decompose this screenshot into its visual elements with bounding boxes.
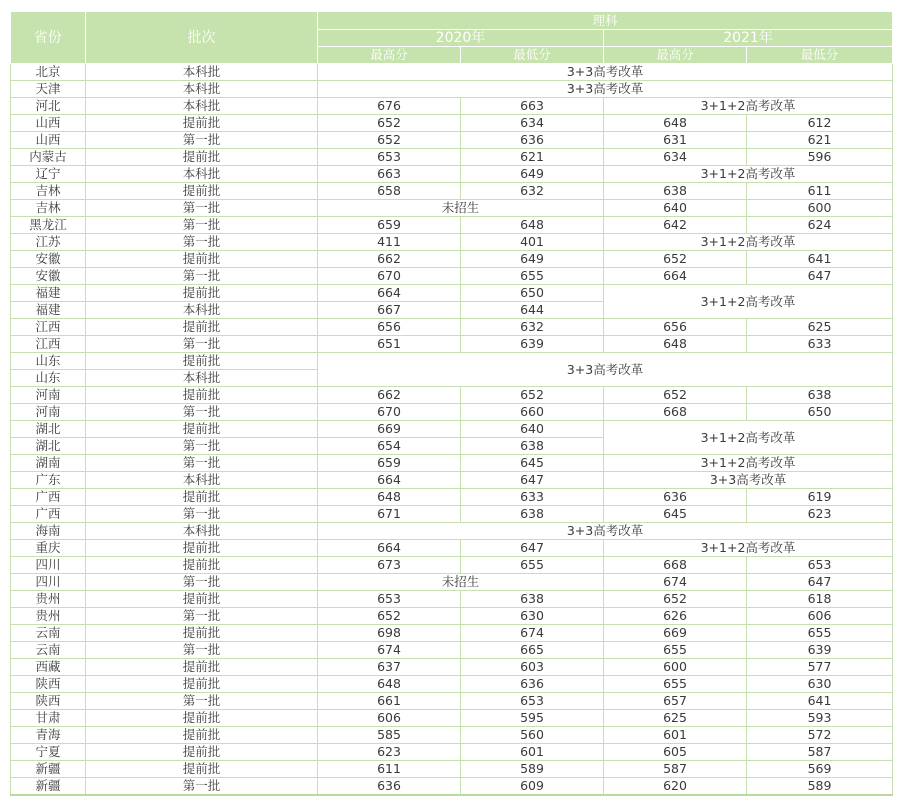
- max-2020-cell: 606: [318, 710, 461, 727]
- max-2020-cell: 664: [318, 540, 461, 557]
- table-row: [11, 727, 893, 744]
- min-2020-cell: 660: [461, 404, 604, 421]
- table-row: [11, 778, 893, 796]
- max-2021-cell: 669: [604, 625, 747, 642]
- province-cell: 海南: [11, 523, 86, 540]
- min-2021-cell: 569: [747, 761, 893, 778]
- min-2021-cell: 572: [747, 727, 893, 744]
- province-cell: 湖北: [11, 438, 86, 455]
- min-2020-cell: 632: [461, 183, 604, 200]
- min-2021-cell: 647: [747, 268, 893, 285]
- batch-cell: 提前批: [86, 353, 318, 370]
- min-2021-cell: 587: [747, 744, 893, 761]
- province-cell: 福建: [11, 285, 86, 302]
- province-cell: 黑龙江: [11, 217, 86, 234]
- max-2020-cell: 676: [318, 98, 461, 115]
- min-2021-cell: 612: [747, 115, 893, 132]
- min-2021-cell: 624: [747, 217, 893, 234]
- max-2021-cell: 655: [604, 642, 747, 659]
- min-2020-cell: 640: [461, 421, 604, 438]
- batch-cell: 本科批: [86, 370, 318, 387]
- province-cell: 吉林: [11, 183, 86, 200]
- province-cell: 广东: [11, 472, 86, 489]
- max-2021-cell: 620: [604, 778, 747, 796]
- table-row: [11, 744, 893, 761]
- province-cell: 安徽: [11, 268, 86, 285]
- table-row: [11, 319, 893, 336]
- reform-note-2021-cell: 3+1+2高考改革: [604, 234, 893, 251]
- max-2021-cell: 652: [604, 591, 747, 608]
- table-header: [11, 12, 893, 64]
- min-2020-cell: 638: [461, 591, 604, 608]
- table-row: [11, 472, 893, 489]
- province-cell: 湖南: [11, 455, 86, 472]
- max-2020-cell: 611: [318, 761, 461, 778]
- max-2020-cell: 652: [318, 608, 461, 625]
- table-row: [11, 506, 893, 523]
- batch-cell: 提前批: [86, 251, 318, 268]
- min-2021-cell: 606: [747, 608, 893, 625]
- province-cell: 天津: [11, 81, 86, 98]
- province-cell: 山东: [11, 353, 86, 370]
- batch-cell: 提前批: [86, 421, 318, 438]
- max-2021-cell: 631: [604, 132, 747, 149]
- header-province: 省份: [11, 12, 86, 64]
- province-cell: 广西: [11, 489, 86, 506]
- min-2020-cell: 560: [461, 727, 604, 744]
- min-2020-cell: 609: [461, 778, 604, 796]
- reform-note-cell: 3+3高考改革: [318, 64, 893, 81]
- province-cell: 北京: [11, 64, 86, 81]
- max-2021-cell: 587: [604, 761, 747, 778]
- batch-cell: 提前批: [86, 710, 318, 727]
- table-row: [11, 353, 893, 370]
- province-cell: 陕西: [11, 676, 86, 693]
- batch-cell: 第一批: [86, 200, 318, 217]
- province-cell: 内蒙古: [11, 149, 86, 166]
- batch-cell: 提前批: [86, 387, 318, 404]
- province-cell: 福建: [11, 302, 86, 319]
- max-2020-cell: 411: [318, 234, 461, 251]
- reform-note-2021-cell: 3+1+2高考改革: [604, 540, 893, 557]
- table-row: [11, 166, 893, 183]
- table-row: [11, 693, 893, 710]
- province-cell: 安徽: [11, 251, 86, 268]
- batch-cell: 提前批: [86, 744, 318, 761]
- max-2021-cell: 648: [604, 115, 747, 132]
- min-2020-cell: 630: [461, 608, 604, 625]
- table-row: [11, 625, 893, 642]
- min-2020-cell: 644: [461, 302, 604, 319]
- min-2020-cell: 601: [461, 744, 604, 761]
- min-2021-cell: 619: [747, 489, 893, 506]
- header-subject: 理科: [318, 12, 893, 30]
- min-2020-cell: 647: [461, 540, 604, 557]
- min-2020-cell: 655: [461, 268, 604, 285]
- min-2020-cell: 638: [461, 438, 604, 455]
- header-year-2021: 2021年: [604, 30, 893, 47]
- max-2021-cell: 642: [604, 217, 747, 234]
- province-cell: 四川: [11, 557, 86, 574]
- max-2021-cell: 668: [604, 557, 747, 574]
- max-2021-cell: 655: [604, 676, 747, 693]
- batch-cell: 提前批: [86, 625, 318, 642]
- min-2020-cell: 649: [461, 251, 604, 268]
- min-2020-cell: 650: [461, 285, 604, 302]
- batch-cell: 第一批: [86, 234, 318, 251]
- batch-cell: 第一批: [86, 455, 318, 472]
- max-2021-cell: 625: [604, 710, 747, 727]
- batch-cell: 提前批: [86, 149, 318, 166]
- table-row: [11, 64, 893, 81]
- max-2021-cell: 664: [604, 268, 747, 285]
- min-2021-cell: 611: [747, 183, 893, 200]
- table-row: [11, 268, 893, 285]
- reform-note-2021-cell: 3+1+2高考改革: [604, 421, 893, 455]
- table-row: [11, 149, 893, 166]
- max-2020-cell: 671: [318, 506, 461, 523]
- min-2020-cell: 603: [461, 659, 604, 676]
- batch-cell: 提前批: [86, 676, 318, 693]
- batch-cell: 本科批: [86, 523, 318, 540]
- batch-cell: 第一批: [86, 608, 318, 625]
- province-cell: 云南: [11, 642, 86, 659]
- min-2021-cell: 600: [747, 200, 893, 217]
- max-2020-cell: 662: [318, 387, 461, 404]
- province-cell: 河北: [11, 98, 86, 115]
- max-2020-cell: 637: [318, 659, 461, 676]
- batch-cell: 提前批: [86, 659, 318, 676]
- batch-cell: 第一批: [86, 268, 318, 285]
- reform-note-2021-cell: 3+1+2高考改革: [604, 455, 893, 472]
- batch-cell: 本科批: [86, 302, 318, 319]
- reform-note-2021-cell: 3+3高考改革: [604, 472, 893, 489]
- min-2021-cell: 641: [747, 693, 893, 710]
- batch-cell: 提前批: [86, 183, 318, 200]
- min-2021-cell: 577: [747, 659, 893, 676]
- max-2020-cell: 662: [318, 251, 461, 268]
- max-2021-cell: 626: [604, 608, 747, 625]
- max-2021-cell: 601: [604, 727, 747, 744]
- province-cell: 吉林: [11, 200, 86, 217]
- min-2021-cell: 596: [747, 149, 893, 166]
- min-2020-cell: 638: [461, 506, 604, 523]
- batch-cell: 提前批: [86, 115, 318, 132]
- min-2020-cell: 663: [461, 98, 604, 115]
- min-2020-cell: 595: [461, 710, 604, 727]
- batch-cell: 本科批: [86, 98, 318, 115]
- province-cell: 广西: [11, 506, 86, 523]
- max-2021-cell: 652: [604, 251, 747, 268]
- province-cell: 河南: [11, 387, 86, 404]
- min-2020-cell: 653: [461, 693, 604, 710]
- province-cell: 宁夏: [11, 744, 86, 761]
- table-row: [11, 557, 893, 574]
- province-cell: 新疆: [11, 761, 86, 778]
- province-cell: 山西: [11, 132, 86, 149]
- max-2020-cell: 623: [318, 744, 461, 761]
- table-row: [11, 676, 893, 693]
- max-2020-cell: 669: [318, 421, 461, 438]
- table-row: [11, 336, 893, 353]
- table-row: [11, 540, 893, 557]
- batch-cell: 第一批: [86, 693, 318, 710]
- table-row: [11, 710, 893, 727]
- min-2021-cell: 638: [747, 387, 893, 404]
- batch-cell: 第一批: [86, 404, 318, 421]
- max-2021-cell: 674: [604, 574, 747, 591]
- batch-cell: 本科批: [86, 472, 318, 489]
- min-2020-cell: 634: [461, 115, 604, 132]
- max-2020-cell: 670: [318, 404, 461, 421]
- max-2020-cell: 664: [318, 285, 461, 302]
- min-2021-cell: 653: [747, 557, 893, 574]
- min-2021-cell: 650: [747, 404, 893, 421]
- min-2020-cell: 645: [461, 455, 604, 472]
- max-2021-cell: 668: [604, 404, 747, 421]
- min-2020-cell: 639: [461, 336, 604, 353]
- max-2021-cell: 652: [604, 387, 747, 404]
- max-2020-cell: 654: [318, 438, 461, 455]
- batch-cell: 提前批: [86, 591, 318, 608]
- province-cell: 山西: [11, 115, 86, 132]
- reform-note-2021-cell: 3+1+2高考改革: [604, 285, 893, 319]
- min-2020-cell: 589: [461, 761, 604, 778]
- table-row: [11, 523, 893, 540]
- min-2021-cell: 633: [747, 336, 893, 353]
- min-2020-cell: 621: [461, 149, 604, 166]
- min-2020-cell: 674: [461, 625, 604, 642]
- min-2020-cell: 636: [461, 676, 604, 693]
- max-2020-cell: 652: [318, 132, 461, 149]
- score-table: [10, 12, 893, 796]
- min-2020-cell: 652: [461, 387, 604, 404]
- province-cell: 青海: [11, 727, 86, 744]
- province-cell: 新疆: [11, 778, 86, 796]
- min-2021-cell: 655: [747, 625, 893, 642]
- min-2021-cell: 625: [747, 319, 893, 336]
- reform-note-2021-cell: 3+1+2高考改革: [604, 98, 893, 115]
- min-2020-cell: 665: [461, 642, 604, 659]
- table-row: [11, 404, 893, 421]
- batch-cell: 第一批: [86, 217, 318, 234]
- max-2020-cell: 653: [318, 149, 461, 166]
- max-2020-cell: 698: [318, 625, 461, 642]
- reform-note-cell: 3+3高考改革: [318, 523, 893, 540]
- table-row: [11, 642, 893, 659]
- province-cell: 陕西: [11, 693, 86, 710]
- max-2020-cell: 648: [318, 489, 461, 506]
- max-2021-cell: 640: [604, 200, 747, 217]
- table-row: [11, 489, 893, 506]
- max-2020-cell: 663: [318, 166, 461, 183]
- batch-cell: 本科批: [86, 81, 318, 98]
- max-2021-cell: 634: [604, 149, 747, 166]
- min-2021-cell: 621: [747, 132, 893, 149]
- batch-cell: 提前批: [86, 557, 318, 574]
- header-year-2020: 2020年: [318, 30, 604, 47]
- batch-cell: 第一批: [86, 132, 318, 149]
- table-row: [11, 234, 893, 251]
- batch-cell: 本科批: [86, 64, 318, 81]
- table-row: [11, 608, 893, 625]
- province-cell: 贵州: [11, 608, 86, 625]
- min-2021-cell: 630: [747, 676, 893, 693]
- reform-note-cell: 3+3高考改革: [318, 353, 893, 387]
- max-2021-cell: 636: [604, 489, 747, 506]
- batch-cell: 第一批: [86, 574, 318, 591]
- max-2021-cell: 648: [604, 336, 747, 353]
- province-cell: 河南: [11, 404, 86, 421]
- batch-cell: 提前批: [86, 727, 318, 744]
- max-2021-cell: 638: [604, 183, 747, 200]
- batch-cell: 第一批: [86, 438, 318, 455]
- header-max-2021: 最高分: [604, 47, 747, 64]
- max-2020-cell: 652: [318, 115, 461, 132]
- min-2020-cell: 632: [461, 319, 604, 336]
- table-row: [11, 285, 893, 302]
- max-2021-cell: 605: [604, 744, 747, 761]
- max-2020-cell: 664: [318, 472, 461, 489]
- min-2021-cell: 641: [747, 251, 893, 268]
- batch-cell: 第一批: [86, 336, 318, 353]
- province-cell: 重庆: [11, 540, 86, 557]
- min-2020-cell: 648: [461, 217, 604, 234]
- batch-cell: 本科批: [86, 166, 318, 183]
- min-2020-cell: 636: [461, 132, 604, 149]
- table-row: [11, 217, 893, 234]
- table-row: [11, 574, 893, 591]
- province-cell: 西藏: [11, 659, 86, 676]
- max-2020-cell: 673: [318, 557, 461, 574]
- max-2020-cell: 651: [318, 336, 461, 353]
- header-batch: 批次: [86, 12, 318, 64]
- max-2020-cell: 659: [318, 455, 461, 472]
- max-2020-cell: 636: [318, 778, 461, 796]
- header-min-2020: 最低分: [461, 47, 604, 64]
- batch-cell: 第一批: [86, 778, 318, 796]
- table-body: [11, 64, 893, 796]
- max-2021-cell: 645: [604, 506, 747, 523]
- table-row: [11, 591, 893, 608]
- min-2021-cell: 647: [747, 574, 893, 591]
- header-min-2021: 最低分: [747, 47, 893, 64]
- table-row: [11, 251, 893, 268]
- min-2021-cell: 593: [747, 710, 893, 727]
- max-2021-cell: 600: [604, 659, 747, 676]
- table-row: [11, 183, 893, 200]
- table-row: [11, 659, 893, 676]
- province-cell: 甘肃: [11, 710, 86, 727]
- province-cell: 江西: [11, 319, 86, 336]
- batch-cell: 提前批: [86, 761, 318, 778]
- table-row: [11, 761, 893, 778]
- max-2020-cell: 656: [318, 319, 461, 336]
- max-2021-cell: 657: [604, 693, 747, 710]
- batch-cell: 提前批: [86, 540, 318, 557]
- min-2021-cell: 623: [747, 506, 893, 523]
- province-cell: 江西: [11, 336, 86, 353]
- province-cell: 辽宁: [11, 166, 86, 183]
- batch-cell: 提前批: [86, 285, 318, 302]
- max-2020-cell: 674: [318, 642, 461, 659]
- max-2020-cell: 585: [318, 727, 461, 744]
- max-2020-cell: 653: [318, 591, 461, 608]
- table-row: [11, 115, 893, 132]
- table-row: [11, 98, 893, 115]
- batch-cell: 提前批: [86, 319, 318, 336]
- table-row: [11, 455, 893, 472]
- max-2020-cell: 659: [318, 217, 461, 234]
- province-cell: 江苏: [11, 234, 86, 251]
- table-row: [11, 81, 893, 98]
- note-2020-cell: 未招生: [318, 574, 604, 591]
- max-2020-cell: 661: [318, 693, 461, 710]
- header-max-2020: 最高分: [318, 47, 461, 64]
- max-2021-cell: 656: [604, 319, 747, 336]
- max-2020-cell: 670: [318, 268, 461, 285]
- min-2020-cell: 655: [461, 557, 604, 574]
- province-cell: 贵州: [11, 591, 86, 608]
- table-row: [11, 200, 893, 217]
- min-2020-cell: 401: [461, 234, 604, 251]
- max-2020-cell: 658: [318, 183, 461, 200]
- min-2021-cell: 618: [747, 591, 893, 608]
- table-row: [11, 387, 893, 404]
- note-2020-cell: 未招生: [318, 200, 604, 217]
- province-cell: 山东: [11, 370, 86, 387]
- province-cell: 湖北: [11, 421, 86, 438]
- batch-cell: 第一批: [86, 642, 318, 659]
- reform-note-cell: 3+3高考改革: [318, 81, 893, 98]
- min-2020-cell: 647: [461, 472, 604, 489]
- min-2021-cell: 589: [747, 778, 893, 796]
- province-cell: 四川: [11, 574, 86, 591]
- min-2020-cell: 649: [461, 166, 604, 183]
- batch-cell: 第一批: [86, 506, 318, 523]
- reform-note-2021-cell: 3+1+2高考改革: [604, 166, 893, 183]
- min-2020-cell: 633: [461, 489, 604, 506]
- min-2021-cell: 639: [747, 642, 893, 659]
- table-row: [11, 421, 893, 438]
- batch-cell: 提前批: [86, 489, 318, 506]
- max-2020-cell: 667: [318, 302, 461, 319]
- province-cell: 云南: [11, 625, 86, 642]
- table-row: [11, 132, 893, 149]
- max-2020-cell: 648: [318, 676, 461, 693]
